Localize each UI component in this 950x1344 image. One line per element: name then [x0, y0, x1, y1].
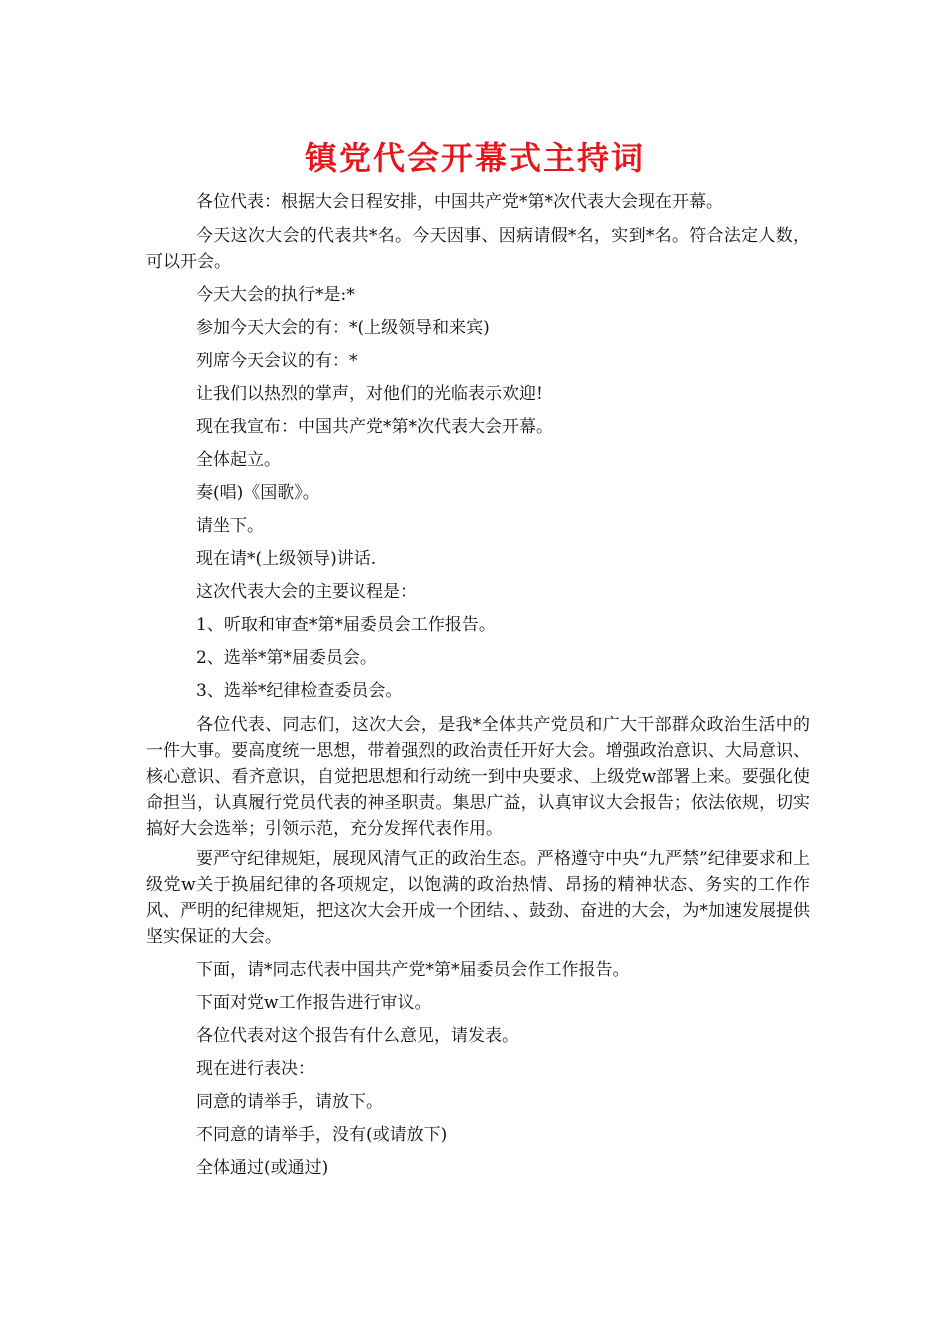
paragraph-8: 全体起立。 — [196, 450, 281, 470]
paragraph-20: 各位代表对这个报告有什么意见，请发表。 — [196, 1026, 519, 1046]
agenda-item-2: 2、选举*第*届委员会。 — [196, 648, 377, 668]
agenda-item-3: 3、选举*纪律检查委员会。 — [196, 681, 403, 701]
paragraph-19: 下面对党w工作报告进行审议。 — [196, 993, 432, 1013]
paragraph-24: 全体通过(或通过) — [196, 1158, 329, 1178]
paragraph-3: 今天大会的执行*是:* — [196, 285, 355, 305]
paragraph-4: 参加今天大会的有：*(上级领导和来宾) — [196, 318, 490, 338]
document-title: 镇党代会开幕式主持词 — [304, 139, 645, 177]
paragraph-9: 奏(唱)《国歌》。 — [196, 483, 320, 503]
paragraph-11: 现在请*(上级领导)讲话. — [196, 549, 377, 569]
paragraph-2: 今天这次大会的代表共*名。今天因事、因病请假*名，实到*名。符合法定人数，可以开会。 — [146, 226, 810, 272]
paragraph-18: 下面，请*同志代表中国共产党*第*届委员会作工作报告。 — [196, 960, 630, 980]
document-body — [146, 186, 810, 1185]
paragraph-10: 请坐下。 — [196, 516, 264, 536]
paragraph-6: 让我们以热烈的掌声，对他们的光临表示欢迎! — [196, 384, 543, 404]
paragraph-21: 现在进行表决： — [196, 1059, 315, 1079]
paragraph-16: 各位代表、同志们，这次大会，是我*全体共产党员和广大干部群众政治生活中的一件大事。要高度统一思想，带着强烈的政治责任开好大会。增强政治意识、大局意识、核心意识、看齐意识，自觉把思想和行动统一到中央要求、上级党w部署上来。要强化使命担当，认真履行党员代表的神圣职责。集思广益，认真审议大会报告；依法依规，切实搞好大会选举；引领示范，充分发挥代表作用。 — [146, 715, 810, 839]
paragraph-1: 各位代表：根据大会日程安排，中国共产党*第*次代表大会现在开幕。 — [196, 192, 723, 212]
paragraph-5: 列席今天会议的有：* — [196, 351, 358, 371]
paragraph-23: 不同意的请举手，没有(或请放下) — [196, 1125, 448, 1145]
paragraph-22: 同意的请举手，请放下。 — [196, 1092, 383, 1112]
paragraph-12: 这次代表大会的主要议程是： — [196, 582, 417, 602]
paragraph-7: 现在我宣布：中国共产党*第*次代表大会开幕。 — [196, 417, 553, 437]
agenda-item-1: 1、听取和审查*第*届委员会工作报告。 — [196, 615, 496, 635]
paragraph-17: 要严守纪律规矩，展现风清气正的政治生态。严格遵守中央“九严禁”纪律要求和上级党w关于换届纪律的各项规定，以饱满的政治热情、昂扬的精神状态、务实的工作作风、严明的纪律规矩，把这次大会开成一个团结、、鼓劲、奋进的大会，为*加速发展提供坚实保证的大会。 — [146, 849, 810, 947]
